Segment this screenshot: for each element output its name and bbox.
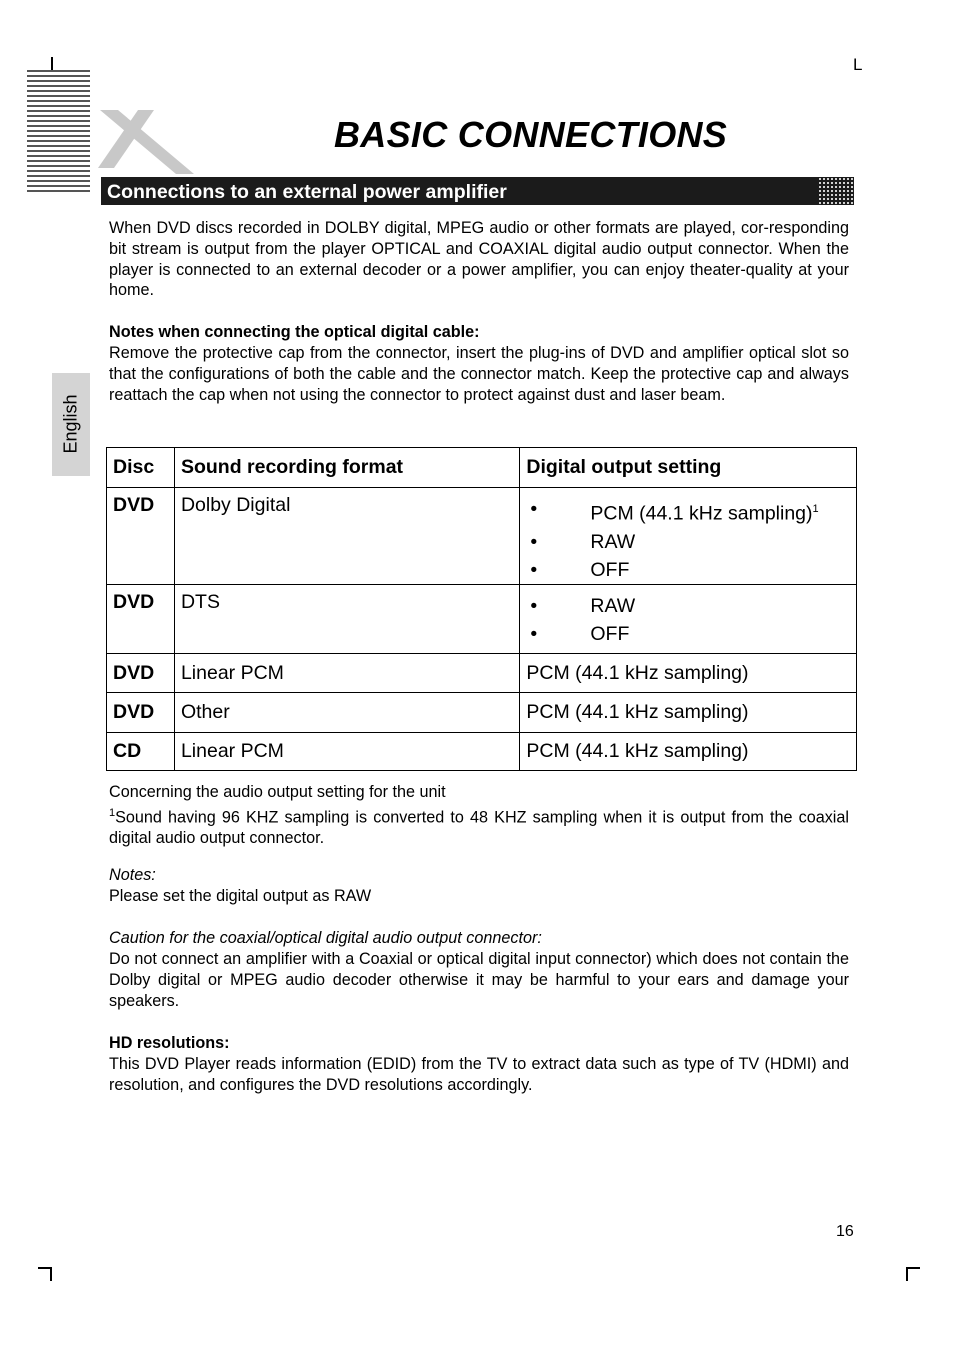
- footnote-mark: 1: [109, 807, 116, 819]
- hd-text: This DVD Player reads information (EDID) from the TV to extract data such as type of TV (HDMI) and resolution, and configures the DVD resolutions accordingly.: [109, 1055, 849, 1094]
- format-cell: DTS: [174, 585, 519, 654]
- intro-paragraph: When DVD discs recorded in DOLBY digital, MPEG audio or other formats are played, cor-responding bit stream is output from the player OPTICAL and COAXIAL digital audio output connector. When the player is connected to an external decoder or a power amplifier, you can enjoy theater-quality at your home.: [109, 219, 849, 300]
- format-cell: Other: [174, 693, 519, 733]
- digital-output-table: [106, 447, 857, 771]
- crop-mark-top-left-v: [51, 57, 53, 71]
- optical-notes-heading: Notes when connecting the optical digital cable:: [109, 323, 480, 341]
- crop-mark-bottom-right-v: [906, 1267, 908, 1281]
- header-stripes: [27, 70, 90, 195]
- footnote-mark: 1: [812, 503, 819, 515]
- column-header: Disc: [107, 448, 175, 488]
- list-item: • OFF: [526, 556, 850, 584]
- page-title: BASIC CONNECTIONS: [334, 114, 728, 155]
- x-logo-icon: [96, 108, 196, 176]
- language-label: English: [60, 394, 81, 454]
- crop-mark-bottom-right-h: [906, 1267, 920, 1269]
- optical-notes-text: Remove the protective cap from the connector, insert the plug-ins of DVD and amplifier optical slot so that the configurations of both the cable and the connector match. Keep the protective cap and always reattach the cap when not using the connector to protect against dust and laser beam.: [109, 344, 849, 404]
- format-cell: Dolby Digital: [174, 488, 519, 585]
- footnote-intro: Concerning the audio output setting for the unit: [109, 783, 446, 801]
- page-number: 16: [836, 1223, 854, 1240]
- output-cell: [520, 488, 857, 585]
- format-cell: Linear PCM: [174, 654, 519, 693]
- dot-pattern: [818, 177, 854, 205]
- disc-cell: DVD: [107, 585, 175, 654]
- crop-mark-bottom-left-v: [50, 1267, 52, 1281]
- section-header-bar: [101, 177, 854, 205]
- footnote-text: $^1$Sound having 96 KHZ sampling is converted to 48 KHZ sampling when it is output from the coaxial digital audio output connector.: [109, 807, 849, 848]
- list-item: • PCM (44.1 kHz sampling)$^1$: [526, 495, 850, 528]
- list-item: • RAW: [526, 592, 850, 620]
- notes-heading: Notes:: [109, 866, 156, 884]
- list-item: • RAW: [526, 528, 850, 556]
- disc-cell: DVD: [107, 654, 175, 693]
- corner-letter: L: [853, 55, 863, 74]
- list-item: • OFF: [526, 620, 850, 648]
- caution-heading: Caution for the coaxial/optical digital audio output connector:: [109, 929, 542, 947]
- section-title: Connections to an external power amplifier: [107, 181, 507, 203]
- output-cell: PCM (44.1 kHz sampling): [520, 693, 857, 733]
- disc-cell: CD: [107, 733, 175, 771]
- caution-text: Do not connect an amplifier with a Coaxial or optical digital input connector) which does not contain the Dolby digital or MPEG audio decoder otherwise it may be harmful to your ears and damage your speakers.: [109, 950, 849, 1010]
- column-header: Digital output setting: [520, 448, 857, 488]
- hd-heading: HD resolutions:: [109, 1034, 230, 1052]
- format-cell: Linear PCM: [174, 733, 519, 771]
- table-row: [107, 693, 857, 733]
- table-row: [107, 654, 857, 693]
- table-row: [107, 733, 857, 771]
- language-tab: [52, 373, 90, 476]
- output-cell: PCM (44.1 kHz sampling): [520, 654, 857, 693]
- table-header-row: [107, 448, 857, 488]
- table-row: [107, 585, 857, 654]
- output-cell: [520, 585, 857, 654]
- disc-cell: DVD: [107, 693, 175, 733]
- output-cell: PCM (44.1 kHz sampling): [520, 733, 857, 771]
- disc-cell: DVD: [107, 488, 175, 585]
- column-header: Sound recording format: [174, 448, 519, 488]
- notes-text: Please set the digital output as RAW: [109, 887, 372, 905]
- table-row: [107, 488, 857, 585]
